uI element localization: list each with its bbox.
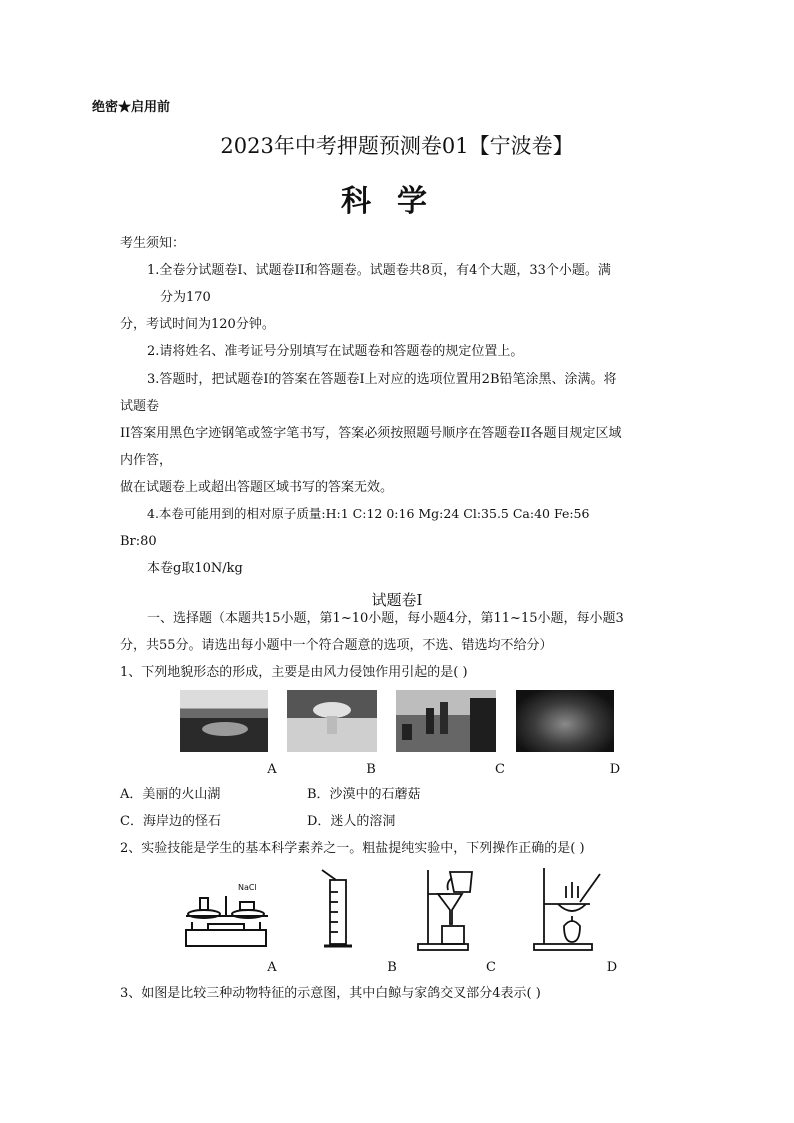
- q1-option-b: B．沙漠中的石蘑菇: [307, 787, 421, 802]
- evaporation-diagram: [532, 864, 612, 952]
- notice-line-2: 2.请将姓名、准考证号分别填写在试题卷和答题卷的规定位置上。: [147, 344, 524, 359]
- q1-option-d: D．迷人的溶洞: [307, 814, 396, 829]
- balance-scale-diagram: [182, 866, 272, 952]
- section-instruction-2: 分，共55分。请选出每小题中一个符合题意的选项，不选、错选均不给分）: [120, 638, 553, 653]
- q3-stem: 3、如图是比较三种动物特征的示意图，其中白鲸与家鸽交叉部分4表示( ): [120, 986, 541, 1001]
- q1-label-a: A: [267, 762, 277, 777]
- volcanic-lake-image: [180, 690, 268, 752]
- q2-stem: 2、实验技能是学生的基本科学素养之一。粗盐提纯实验中，下列操作正确的是( ): [120, 841, 585, 856]
- notice-line-3c: II答案用黑色字迹钢笔或签字笔书写，答案必须按照题号顺序在答题卷II各题目规定区域: [120, 426, 622, 441]
- notice-line-1a: 1.全卷分试题卷I、试题卷II和答题卷。试题卷共8页，有4个大题，33个小题。满: [147, 263, 611, 278]
- q2-label-c: C: [486, 960, 496, 975]
- graduated-cylinder-diagram: [314, 866, 364, 952]
- section-instruction-1: 一、选择题（本题共15小题，第1~10小题，每小题4分，第11~15小题，每小题3: [147, 611, 624, 626]
- mushroom-rock-image: [287, 690, 377, 752]
- q1-stem: 1、下列地貌形态的形成，主要是由风力侵蚀作用引起的是( ): [120, 665, 468, 680]
- exam-title: 2023年中考押题预测卷01【宁波卷】: [220, 134, 574, 158]
- q1-option-a: A．美丽的火山湖: [120, 787, 221, 802]
- notice-line-3b: 试题卷: [120, 399, 160, 414]
- karst-cave-image: [516, 690, 614, 752]
- q1-label-b: B: [366, 762, 376, 777]
- q2-label-d: D: [606, 960, 618, 975]
- notice-line-3e: 做在试题卷上或超出答题区域书写的答案无效。: [120, 480, 394, 495]
- notice-line-1c: 分，考试时间为120分钟。: [120, 317, 275, 332]
- subject-title: 科学: [341, 184, 453, 219]
- section-title: 试题卷I: [371, 591, 423, 609]
- q1-label-c: C: [495, 762, 505, 777]
- q1-option-c: C．海岸边的怪石: [120, 814, 221, 829]
- nacl-label: NaCl: [238, 883, 257, 892]
- notice-line-4a: 4.本卷可能用到的相对原子质量:H:1 C:12 0:16 Mg:24 Cl:35.5 Ca:40 Fe:56: [147, 506, 590, 521]
- filtration-diagram: [416, 864, 486, 952]
- notice-line-5: 本卷g取10N/kg: [147, 561, 243, 576]
- notice-line-4b: Br:80: [120, 534, 157, 549]
- coastal-rocks-image: [396, 690, 496, 752]
- notice-line-3a: 3.答题时，把试题卷I的答案在答题卷I上对应的选项位置用2B铅笔涂黑、涂满。将: [147, 372, 617, 387]
- notice-heading: 考生须知：: [120, 236, 186, 251]
- q1-label-d: D: [609, 762, 621, 777]
- notice-line-1b: 分为170: [160, 290, 211, 305]
- notice-line-3d: 内作答，: [120, 453, 173, 468]
- q2-label-a: A: [267, 960, 277, 975]
- q2-label-b: B: [387, 960, 397, 975]
- secret-mark: 绝密★启用前: [92, 100, 171, 115]
